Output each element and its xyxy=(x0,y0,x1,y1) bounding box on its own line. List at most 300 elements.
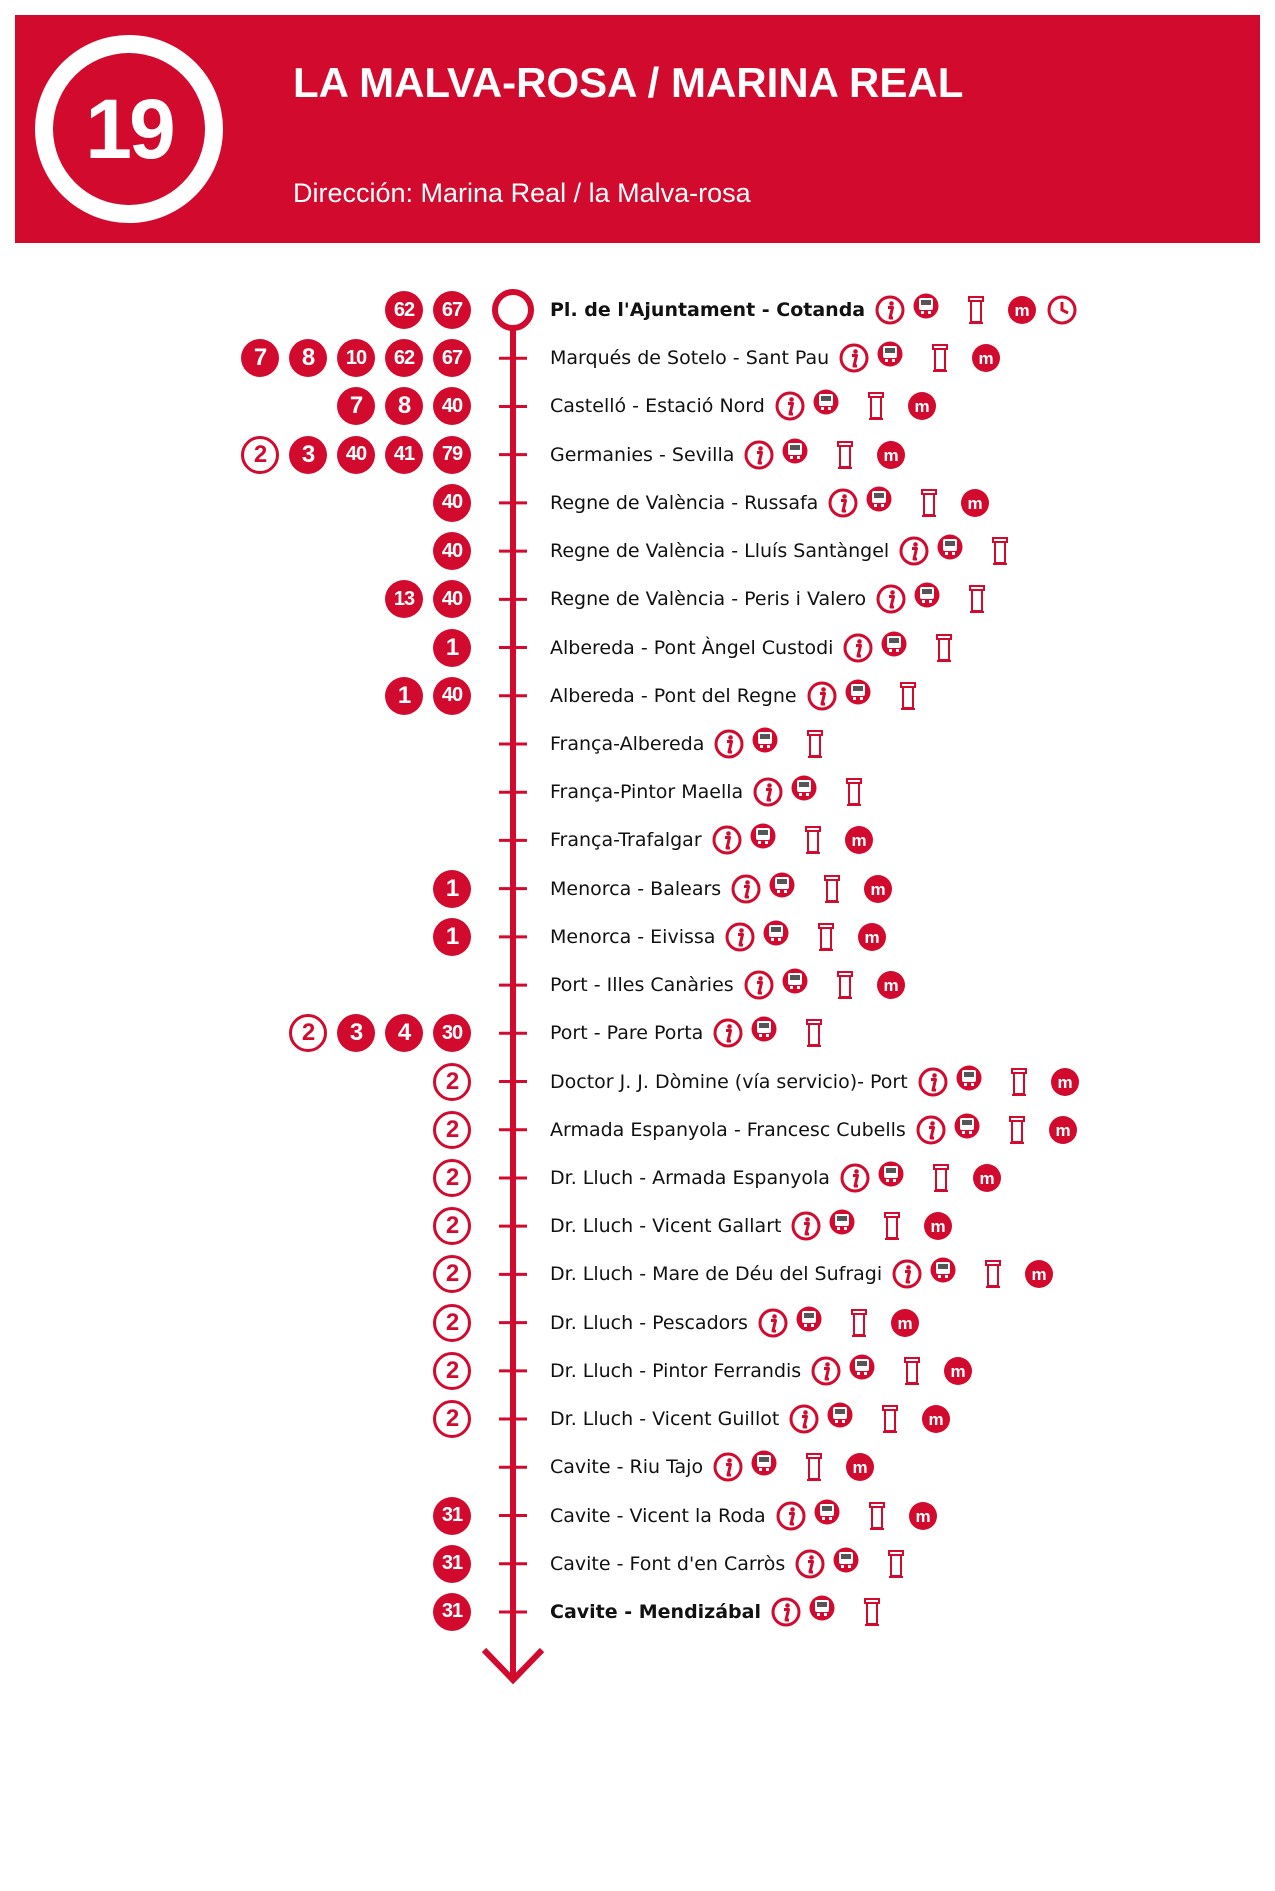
stop-info xyxy=(550,818,874,862)
bus-icon xyxy=(750,822,776,850)
bus-icon xyxy=(769,871,795,899)
bus-icon xyxy=(809,1594,835,1622)
bus-stop-icon xyxy=(850,1308,868,1338)
metro-icon xyxy=(876,440,906,470)
bus-icon xyxy=(866,485,892,513)
connection-badge: 79 xyxy=(433,436,471,474)
stop-info xyxy=(550,1590,881,1634)
metro-icon xyxy=(1050,1067,1080,1097)
stop-name: Pl. de l'Ajuntament - Cotanda xyxy=(550,299,866,321)
info-icon xyxy=(713,1018,743,1048)
bus-icon xyxy=(791,774,817,802)
connections xyxy=(289,1014,471,1052)
stop-name: Dr. Lluch - Vicent Gallart xyxy=(550,1215,782,1238)
stop-name: França-Albereda xyxy=(550,732,705,755)
svg-text:m: m xyxy=(864,927,880,947)
info-icon xyxy=(775,391,805,421)
stop-service-icons xyxy=(774,1501,938,1531)
connection-badge: 2 xyxy=(433,1400,471,1438)
bus-icon xyxy=(751,1449,777,1477)
stop-name: Cavite - Mendizábal xyxy=(550,1600,761,1623)
bus-icon xyxy=(813,388,839,416)
stop-service-icons xyxy=(787,1404,951,1434)
bus-stop-icon xyxy=(991,536,1009,566)
connection-badge: 7 xyxy=(337,387,375,425)
info-icon xyxy=(725,922,755,952)
connection-badge: 40 xyxy=(433,580,471,618)
stop-info xyxy=(550,1156,1002,1200)
bus-stop-icon xyxy=(1010,1067,1028,1097)
stop-service-icons xyxy=(742,970,906,1000)
connection-badge: 2 xyxy=(433,1063,471,1101)
stop-info xyxy=(550,1011,823,1055)
stop-info xyxy=(550,722,824,766)
svg-text:m: m xyxy=(1014,301,1030,320)
stop-row xyxy=(0,1156,1275,1200)
connection-badge: 41 xyxy=(385,436,423,474)
stop-service-icons xyxy=(897,536,1009,566)
connection-badge: 30 xyxy=(433,1014,471,1052)
info-icon xyxy=(795,1549,825,1579)
stop-name: Dr. Lluch - Armada Espanyola xyxy=(550,1166,830,1189)
stop-row xyxy=(0,626,1275,670)
stop-name: Cavite - Vicent la Roda xyxy=(550,1504,766,1527)
stop-info xyxy=(550,481,990,525)
stop-name: Menorca - Eivissa xyxy=(550,925,716,948)
metro-icon xyxy=(863,874,893,904)
info-icon xyxy=(758,1308,788,1338)
info-icon xyxy=(899,536,929,566)
connections xyxy=(433,1304,471,1342)
bus-stop-icon xyxy=(931,343,949,373)
stop-row xyxy=(0,336,1275,380)
info-icon xyxy=(918,1067,948,1097)
connection-badge: 40 xyxy=(433,677,471,715)
stop-row xyxy=(0,1060,1275,1104)
stop-info xyxy=(550,1445,875,1489)
bus-icon xyxy=(782,437,808,465)
stop-row xyxy=(0,1204,1275,1248)
stop-name: Regne de València - Lluís Santàngel xyxy=(550,540,890,563)
stop-info xyxy=(550,626,953,670)
metro-icon xyxy=(960,488,990,518)
stop-info xyxy=(550,1349,973,1393)
stop-name: Castelló - Estació Nord xyxy=(550,395,765,418)
info-icon xyxy=(791,1211,821,1241)
stop-service-icons xyxy=(826,488,990,518)
stop-info xyxy=(550,433,906,477)
stop-row xyxy=(0,818,1275,862)
stop-service-icons xyxy=(773,391,937,421)
info-icon xyxy=(753,777,783,807)
bus-icon xyxy=(914,581,940,609)
stop-row xyxy=(0,288,1275,332)
bus-stop-icon xyxy=(881,1404,899,1434)
bus-stop-icon xyxy=(867,391,885,421)
svg-text:m: m xyxy=(979,1168,995,1188)
stop-row xyxy=(0,770,1275,814)
clock-icon xyxy=(1047,295,1077,325)
svg-text:m: m xyxy=(930,1217,947,1237)
stop-service-icons xyxy=(873,295,1077,325)
bus-stop-icon xyxy=(805,1452,823,1482)
bus-stop-icon xyxy=(1008,1115,1026,1145)
bus-icon xyxy=(956,1064,982,1092)
connection-badge: 2 xyxy=(433,1111,471,1149)
connections xyxy=(385,580,471,618)
info-icon xyxy=(807,681,837,711)
info-icon xyxy=(714,729,744,759)
stop-service-icons xyxy=(789,1211,953,1241)
bus-icon xyxy=(829,1208,855,1236)
stop-service-icons xyxy=(841,633,953,663)
bus-stop-icon xyxy=(868,1501,886,1531)
info-icon xyxy=(744,440,774,470)
connection-badge: 2 xyxy=(433,1255,471,1293)
bus-icon xyxy=(782,967,808,995)
connections xyxy=(433,1352,471,1390)
stop-row xyxy=(0,577,1275,621)
metro-icon xyxy=(876,970,906,1000)
stop-info xyxy=(550,1301,920,1345)
stop-name: Doctor J. J. Dòmine (vía servicio)- Port xyxy=(550,1070,908,1093)
info-icon xyxy=(713,1452,743,1482)
bus-icon xyxy=(827,1401,853,1429)
stop-name: Dr. Lluch - Pescadors xyxy=(550,1311,748,1334)
info-icon xyxy=(744,970,774,1000)
stop-row xyxy=(0,1590,1275,1634)
stop-name: Port - Pare Porta xyxy=(550,1022,704,1045)
connections xyxy=(433,484,471,522)
connection-badge: 40 xyxy=(337,436,375,474)
bus-icon xyxy=(937,533,963,561)
stop-name: Dr. Lluch - Pintor Ferrandis xyxy=(550,1359,802,1382)
stop-info xyxy=(550,1397,951,1441)
stop-info xyxy=(550,770,863,814)
info-icon xyxy=(776,1501,806,1531)
stop-name: Albereda - Pont del Regne xyxy=(550,684,797,707)
svg-text:m: m xyxy=(928,1410,944,1430)
metro-icon xyxy=(972,1163,1002,1193)
stop-info xyxy=(550,1204,953,1248)
stop-row xyxy=(0,384,1275,428)
svg-text:m: m xyxy=(883,445,899,465)
stop-name: Albereda - Pont Àngel Custodi xyxy=(550,636,834,659)
svg-text:m: m xyxy=(883,976,899,996)
info-icon xyxy=(712,825,742,855)
bus-stop-icon xyxy=(836,970,854,1000)
stop-info xyxy=(550,1252,1054,1296)
stop-info xyxy=(550,529,1009,573)
svg-text:m: m xyxy=(967,493,983,513)
connection-badge: 2 xyxy=(433,1159,471,1197)
stop-row xyxy=(0,1301,1275,1345)
stop-service-icons xyxy=(837,343,1001,373)
stop-info xyxy=(550,336,1001,380)
stop-row xyxy=(0,1011,1275,1055)
stop-info xyxy=(550,963,906,1007)
connections xyxy=(433,1593,471,1631)
stop-service-icons xyxy=(723,922,887,952)
connection-badge: 1 xyxy=(433,629,471,667)
metro-icon xyxy=(857,922,887,952)
stop-info xyxy=(550,1108,1078,1152)
connection-badge: 7 xyxy=(241,339,279,377)
connection-badge: 40 xyxy=(433,484,471,522)
connection-badge: 40 xyxy=(433,532,471,570)
connection-badge: 31 xyxy=(433,1497,471,1535)
bus-icon xyxy=(881,630,907,658)
stop-name: Cavite - Font d'en Carròs xyxy=(550,1552,786,1575)
bus-stop-icon xyxy=(883,1211,901,1241)
metro-icon xyxy=(1007,295,1037,325)
bus-icon xyxy=(814,1498,840,1526)
connections xyxy=(433,870,471,908)
connections xyxy=(241,339,471,377)
stop-service-icons xyxy=(742,440,906,470)
stop-service-icons xyxy=(756,1308,920,1338)
connection-badge: 31 xyxy=(433,1545,471,1583)
stop-name: Regne de València - Peris i Valero xyxy=(550,588,867,611)
bus-icon xyxy=(845,678,871,706)
metro-icon xyxy=(890,1308,920,1338)
stop-service-icons xyxy=(809,1356,973,1386)
connection-badge: 1 xyxy=(433,918,471,956)
stop-row xyxy=(0,963,1275,1007)
connection-badge: 10 xyxy=(337,339,375,377)
stop-name: Armada Espanyola - Francesc Cubells xyxy=(550,1118,906,1141)
connection-badge: 2 xyxy=(289,1014,327,1052)
metro-icon xyxy=(908,1501,938,1531)
stop-service-icons xyxy=(712,729,824,759)
route-direction: Dirección: Marina Real / la Malva-rosa xyxy=(293,178,751,208)
stop-service-icons xyxy=(710,825,874,855)
bus-stop-icon xyxy=(967,295,985,325)
stop-row xyxy=(0,915,1275,959)
svg-text:m: m xyxy=(978,349,994,369)
stop-service-icons xyxy=(729,874,893,904)
connection-badge: 2 xyxy=(241,436,279,474)
stop-info xyxy=(550,577,986,621)
svg-text:m: m xyxy=(915,1506,931,1526)
stop-row xyxy=(0,433,1275,477)
stop-row xyxy=(0,481,1275,525)
connections xyxy=(433,1400,471,1438)
bus-stop-icon xyxy=(817,922,835,952)
connection-badge: 2 xyxy=(433,1352,471,1390)
bus-icon xyxy=(751,1015,777,1043)
svg-text:m: m xyxy=(914,397,930,417)
bus-stop-icon xyxy=(968,584,986,614)
bus-stop-icon xyxy=(887,1549,905,1579)
stop-service-icons xyxy=(916,1067,1080,1097)
svg-text:m: m xyxy=(870,879,886,899)
stop-info xyxy=(550,288,1077,332)
connection-badge: 1 xyxy=(385,677,423,715)
connections xyxy=(433,1159,471,1197)
stop-info xyxy=(550,674,917,718)
metro-icon xyxy=(845,1452,875,1482)
info-icon xyxy=(811,1356,841,1386)
info-icon xyxy=(875,295,905,325)
bus-stop-icon xyxy=(806,729,824,759)
stop-service-icons xyxy=(769,1597,881,1627)
stop-name: Dr. Lluch - Mare de Déu del Sufragi xyxy=(550,1263,883,1286)
connection-badge: 3 xyxy=(289,436,327,474)
connections xyxy=(433,1255,471,1293)
svg-text:m: m xyxy=(1031,1265,1047,1285)
connections xyxy=(433,918,471,956)
connection-badge: 31 xyxy=(433,1593,471,1631)
stop-row xyxy=(0,529,1275,573)
svg-text:m: m xyxy=(852,1458,868,1478)
stop-service-icons xyxy=(890,1259,1054,1289)
info-icon xyxy=(731,874,761,904)
stop-service-icons xyxy=(793,1549,905,1579)
line-number: 19 xyxy=(85,81,173,176)
stop-name: França-Pintor Maella xyxy=(550,781,744,804)
connections xyxy=(433,532,471,570)
stop-info xyxy=(550,1494,938,1538)
stop-name: Regne de València - Russafa xyxy=(550,491,819,514)
stop-name: França-Trafalgar xyxy=(550,829,702,852)
stop-service-icons xyxy=(805,681,917,711)
bus-stop-icon xyxy=(903,1356,921,1386)
stop-service-icons xyxy=(751,777,863,807)
metro-icon xyxy=(943,1356,973,1386)
stop-service-icons xyxy=(874,584,986,614)
svg-text:m: m xyxy=(897,1313,913,1333)
connection-badge: 67 xyxy=(433,291,471,329)
bus-stop-icon xyxy=(804,825,822,855)
connections xyxy=(385,677,471,715)
stop-row xyxy=(0,867,1275,911)
metro-icon xyxy=(923,1211,953,1241)
info-icon xyxy=(789,1404,819,1434)
bus-icon xyxy=(954,1112,980,1140)
stop-info xyxy=(550,867,893,911)
stop-row xyxy=(0,1397,1275,1441)
metro-icon xyxy=(1048,1115,1078,1145)
info-icon xyxy=(828,488,858,518)
connection-badge: 2 xyxy=(433,1304,471,1342)
stop-service-icons xyxy=(711,1452,875,1482)
bus-icon xyxy=(752,726,778,754)
svg-text:m: m xyxy=(851,831,867,851)
bus-stop-icon xyxy=(932,1163,950,1193)
bus-stop-icon xyxy=(836,440,854,470)
bus-icon xyxy=(763,919,789,947)
stop-name: Marqués de Sotelo - Sant Pau xyxy=(550,347,830,370)
stop-row xyxy=(0,1349,1275,1393)
connection-badge: 62 xyxy=(385,339,423,377)
info-icon xyxy=(843,633,873,663)
connections xyxy=(433,1207,471,1245)
stop-row xyxy=(0,1542,1275,1586)
metro-icon xyxy=(1024,1259,1054,1289)
connection-badge: 4 xyxy=(385,1014,423,1052)
stop-name: Germanies - Sevilla xyxy=(550,443,735,466)
bus-icon xyxy=(849,1353,875,1381)
bus-icon xyxy=(930,1256,956,1284)
bus-stop-icon xyxy=(823,874,841,904)
stop-row xyxy=(0,1445,1275,1489)
connections xyxy=(433,1063,471,1101)
bus-icon xyxy=(878,1160,904,1188)
info-icon xyxy=(840,1163,870,1193)
connections xyxy=(433,1497,471,1535)
stop-service-icons xyxy=(838,1163,1002,1193)
stop-row xyxy=(0,674,1275,718)
stop-info xyxy=(550,915,887,959)
stop-service-icons xyxy=(711,1018,823,1048)
bus-icon xyxy=(913,292,939,320)
stop-info xyxy=(550,384,937,428)
bus-icon xyxy=(877,340,903,368)
bus-stop-icon xyxy=(920,488,938,518)
svg-text:m: m xyxy=(1055,1120,1071,1140)
connections xyxy=(433,1111,471,1149)
stop-name: Port - Illes Canàries xyxy=(550,974,734,997)
bus-icon xyxy=(796,1305,822,1333)
connection-badge: 8 xyxy=(385,387,423,425)
connection-badge: 8 xyxy=(289,339,327,377)
connection-badge: 3 xyxy=(337,1014,375,1052)
info-icon xyxy=(771,1597,801,1627)
connection-badge: 40 xyxy=(433,387,471,425)
stop-name: Menorca - Balears xyxy=(550,877,722,900)
bus-stop-icon xyxy=(899,681,917,711)
info-icon xyxy=(916,1115,946,1145)
svg-text:m: m xyxy=(950,1361,966,1381)
connections xyxy=(337,387,471,425)
bus-stop-icon xyxy=(805,1018,823,1048)
stop-name: Dr. Lluch - Vicent Guillot xyxy=(550,1408,780,1431)
stop-name: Cavite - Riu Tajo xyxy=(550,1456,704,1479)
metro-icon xyxy=(971,343,1001,373)
bus-stop-icon xyxy=(935,633,953,663)
stop-service-icons xyxy=(914,1115,1078,1145)
svg-text:m: m xyxy=(1057,1072,1073,1092)
bus-stop-icon xyxy=(863,1597,881,1627)
metro-icon xyxy=(907,391,937,421)
connection-badge: 67 xyxy=(433,339,471,377)
bus-stop-icon xyxy=(984,1259,1002,1289)
connections xyxy=(385,291,471,329)
metro-icon xyxy=(921,1404,951,1434)
stop-info xyxy=(550,1542,905,1586)
stop-row xyxy=(0,1252,1275,1296)
info-icon xyxy=(839,343,869,373)
metro-icon xyxy=(844,825,874,855)
connections xyxy=(433,629,471,667)
connections xyxy=(433,1545,471,1583)
connection-badge: 2 xyxy=(433,1207,471,1245)
connections xyxy=(241,436,471,474)
bus-icon xyxy=(833,1546,859,1574)
connection-badge: 1 xyxy=(433,870,471,908)
info-icon xyxy=(892,1259,922,1289)
route-title: LA MALVA-ROSA / MARINA REAL xyxy=(293,59,964,106)
stop-row xyxy=(0,1108,1275,1152)
stop-info xyxy=(550,1060,1080,1104)
stop-row xyxy=(0,722,1275,766)
info-icon xyxy=(876,584,906,614)
connection-badge: 13 xyxy=(385,580,423,618)
stop-row xyxy=(0,1494,1275,1538)
connection-badge: 62 xyxy=(385,291,423,329)
bus-stop-icon xyxy=(845,777,863,807)
